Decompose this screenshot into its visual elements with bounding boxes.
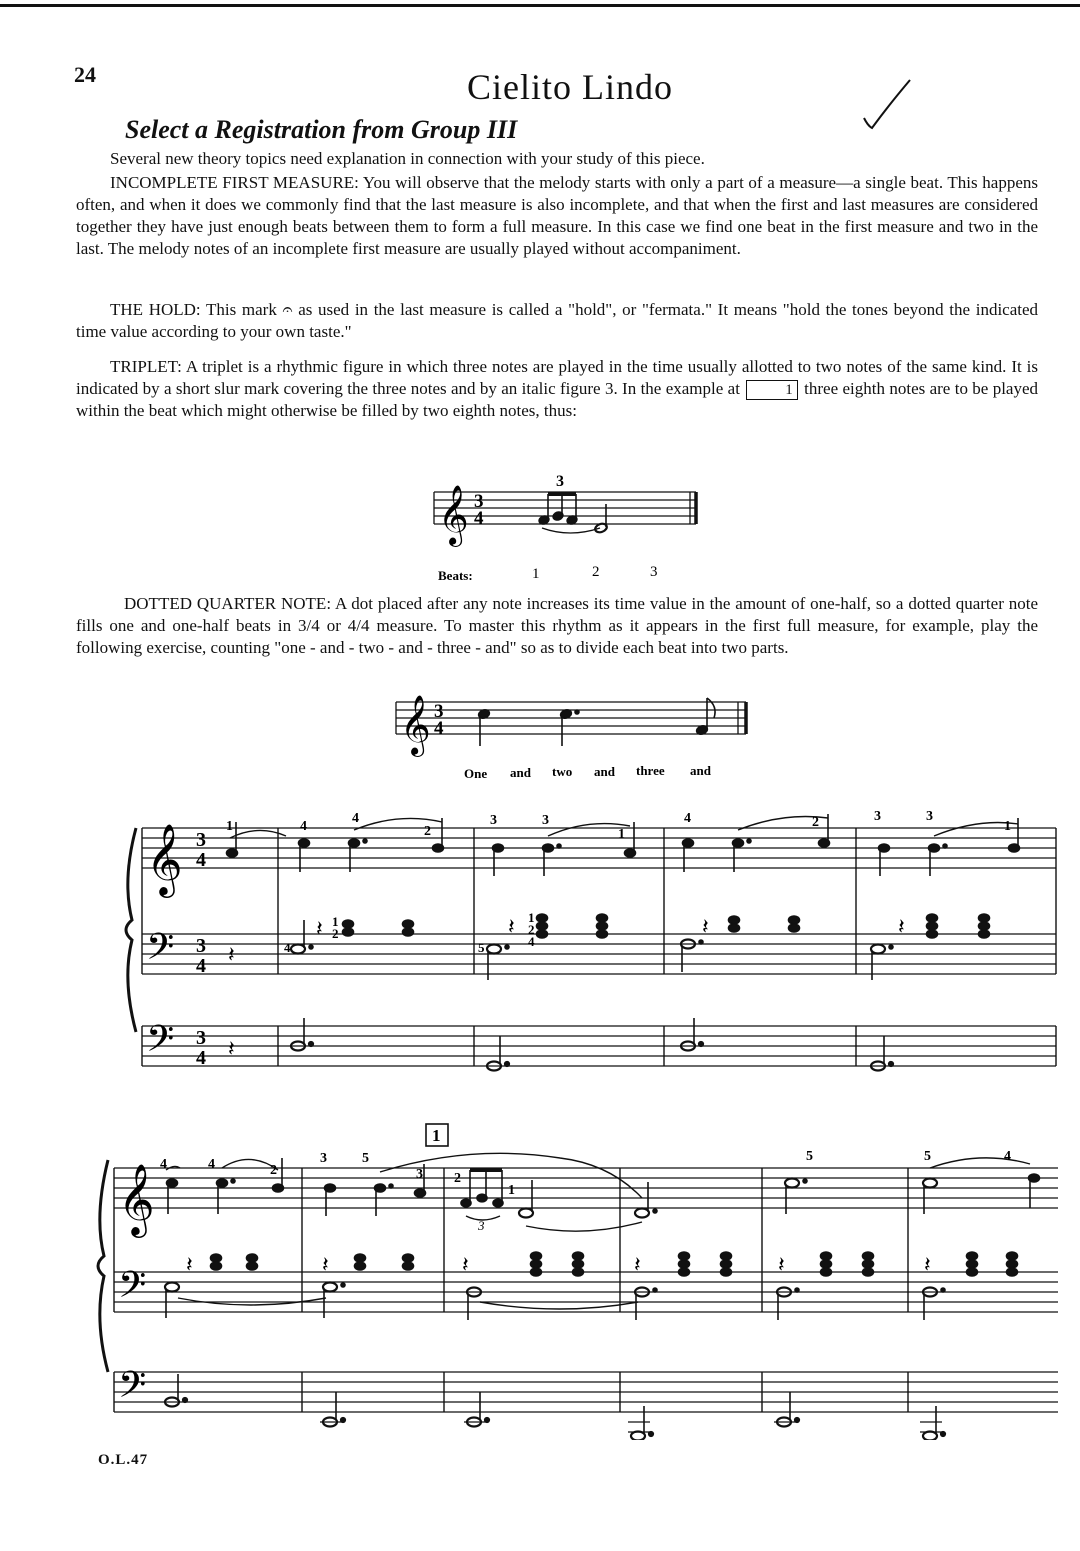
svg-text:5: 5 [362, 1151, 369, 1166]
triplet-text-2: three eighth notes are to be played within the beat which might otherwise be filled by two eighth notes, thus: [76, 379, 1039, 420]
svg-text:4: 4 [196, 955, 206, 977]
svg-text:𝄽: 𝄽 [634, 1252, 641, 1277]
dotted-quarter-paragraph [76, 593, 1038, 659]
ties [178, 1298, 638, 1309]
triplet-example-staff [420, 470, 720, 585]
svg-text:3: 3 [196, 829, 206, 851]
treble-clef-icon: 𝄞 [146, 826, 183, 894]
beat-2: 2 [592, 564, 600, 580]
bass-staff [142, 934, 1056, 974]
bass-clef-icon: 𝄢 [146, 1019, 175, 1068]
svg-text:4: 4 [528, 934, 535, 949]
intro-paragraph [76, 148, 1038, 170]
hold-heading: THE HOLD: [110, 300, 201, 319]
treble-staff [114, 1168, 1058, 1208]
handwritten-checkmark-icon [860, 76, 920, 146]
time-signature-top: 3 [434, 701, 444, 722]
triplet-text-1: A triplet is a rhythmic figure in which three notes are played in the time usually allotted to two notes of the same kind. It is indicated by a short slur mark covering the three notes and by an italic figure 3. In the example at [76, 357, 1038, 398]
svg-text:𝄽: 𝄽 [186, 1252, 193, 1277]
treble-clef-icon: 𝄞 [400, 697, 431, 754]
accompaniment-chords [291, 914, 990, 980]
bass-clef-icon: 𝄢 [146, 927, 175, 976]
svg-text:2: 2 [270, 1163, 277, 1178]
score-system-2 [90, 1120, 1066, 1440]
grand-staff-brace [126, 828, 136, 1032]
svg-text:2: 2 [454, 1171, 461, 1186]
svg-text:4: 4 [300, 819, 307, 834]
svg-text:1: 1 [226, 819, 233, 834]
fingerings [226, 809, 1011, 842]
dotted-quarter-text: A dot placed after any note increases its time value in the amount of one-half, so a dotted quarter note fills one and one-half beats in 3/4 or 4/4 measure. To master this rhythm as it appears in the first full measure, for example, play the following exercise, counting "one - and - two - and - three - and" so as to divide each beat into two parts. [76, 594, 1039, 657]
svg-text:4: 4 [196, 1047, 206, 1069]
bass-clef-icon: 𝄢 [118, 1265, 147, 1314]
svg-text:𝄽: 𝄽 [508, 914, 515, 939]
grand-staff-brace [98, 1160, 108, 1372]
incomplete-measure-text: You will observe that the melody starts with only a part of a measure—a single beat. This happens often, and when it does we commonly find that the last measure is also incomplete, and that when the first and last measures are considered together they have just enough beats between them to form a full measure. In this case we find one beat in the first measure and two in the last. The melody notes of an incomplete first measure are usually played without accompaniment. [76, 173, 1038, 258]
triplet-paragraph [76, 356, 1038, 422]
svg-text:1: 1 [508, 1183, 515, 1198]
svg-text:3: 3 [196, 1027, 206, 1049]
svg-text:4: 4 [160, 1157, 167, 1172]
bass-staff [114, 1272, 1058, 1312]
svg-text:𝄽: 𝄽 [228, 1036, 235, 1061]
melody-notes [227, 814, 1020, 876]
svg-text:3: 3 [320, 1151, 327, 1166]
beat-1: 1 [532, 566, 540, 582]
svg-text:2: 2 [332, 926, 339, 941]
score-system-1 [118, 800, 1068, 1090]
pedal-staff [114, 1372, 1058, 1412]
svg-text:4: 4 [684, 811, 691, 826]
count-one: One [464, 766, 488, 781]
svg-text:5: 5 [924, 1149, 931, 1164]
page-number: 24 [74, 62, 96, 87]
bass-clef-icon: 𝄢 [118, 1365, 147, 1414]
svg-text:4: 4 [196, 849, 206, 871]
fermata-icon: 𝄐 [282, 299, 293, 319]
rests [186, 1252, 931, 1277]
svg-text:1: 1 [618, 827, 625, 842]
registration-subtitle: Select a Registration from Group III [125, 115, 518, 144]
pedal-notes [165, 1374, 945, 1440]
rehearsal-reference-box: 1 [746, 380, 798, 400]
hold-paragraph [76, 298, 1038, 343]
svg-text:1: 1 [332, 914, 339, 929]
svg-text:𝄽: 𝄽 [462, 1252, 469, 1277]
svg-text:2: 2 [424, 824, 431, 839]
triplet-number: 3 [478, 1218, 485, 1233]
time-signature-bottom: 4 [434, 718, 444, 739]
incomplete-measure-heading: INCOMPLETE FIRST MEASURE: [110, 173, 359, 192]
count-and-1: and [510, 765, 531, 780]
time-signature-top: 3 [474, 491, 484, 512]
time-signatures [196, 829, 206, 1069]
time-signature-bottom: 4 [474, 508, 484, 529]
incomplete-measure-paragraph [76, 172, 1038, 260]
rests [228, 914, 905, 1061]
svg-text:3: 3 [416, 1167, 423, 1182]
hold-text-2: as used in the last measure is called a "hold", or "fermata." It means "hold the tones beyond the indicated time value according to your own taste." [76, 300, 1039, 341]
svg-text:𝄽: 𝄽 [702, 914, 709, 939]
svg-text:5: 5 [478, 940, 485, 955]
pedal-staff [142, 1026, 1056, 1066]
triplet-number: 3 [556, 473, 564, 490]
svg-text:5: 5 [806, 1149, 813, 1164]
slurs [166, 1153, 1030, 1231]
barlines [142, 828, 1056, 1066]
beat-3: 3 [650, 564, 658, 580]
svg-text:2: 2 [812, 815, 819, 830]
intro-text: Several new theory topics need explanation in connection with your study of this piece. [110, 149, 705, 168]
svg-text:3: 3 [542, 813, 549, 828]
top-border-rule [0, 4, 1080, 7]
svg-text:4: 4 [352, 811, 359, 826]
svg-text:𝄽: 𝄽 [316, 916, 323, 941]
svg-text:𝄽: 𝄽 [322, 1252, 329, 1277]
svg-text:𝄽: 𝄽 [228, 942, 235, 967]
count-and-2: and [594, 764, 615, 779]
svg-text:3: 3 [196, 935, 206, 957]
svg-text:3: 3 [874, 809, 881, 824]
svg-text:𝄽: 𝄽 [898, 914, 905, 939]
svg-text:3: 3 [490, 813, 497, 828]
svg-text:3: 3 [926, 809, 933, 824]
svg-text:𝄽: 𝄽 [924, 1252, 931, 1277]
treble-clef-icon: 𝄞 [438, 487, 469, 544]
count-three: three [636, 763, 665, 778]
count-and-3: and [690, 763, 711, 778]
count-two: two [552, 764, 573, 779]
fingerings [160, 1149, 1011, 1198]
beats-label: Beats: [438, 568, 473, 583]
rehearsal-mark: 1 [432, 1126, 441, 1145]
svg-text:4: 4 [1004, 1149, 1011, 1164]
hold-text-1: This mark [206, 300, 277, 319]
dotted-quarter-example-staff [390, 688, 760, 788]
dotted-quarter-heading: DOTTED QUARTER NOTE: [124, 594, 332, 613]
accompaniment-chords [165, 1252, 1018, 1320]
svg-text:1: 1 [1004, 819, 1011, 834]
triplet-heading: TRIPLET: [110, 357, 182, 376]
svg-text:1: 1 [528, 910, 535, 925]
page-title: Cielito Lindo [467, 67, 673, 107]
catalog-number: O.L.47 [98, 1452, 149, 1468]
svg-text:𝄽: 𝄽 [778, 1252, 785, 1277]
svg-text:4: 4 [208, 1157, 215, 1172]
svg-text:4: 4 [284, 940, 291, 955]
svg-text:2: 2 [528, 922, 535, 937]
treble-clef-icon: 𝄞 [118, 1166, 155, 1234]
